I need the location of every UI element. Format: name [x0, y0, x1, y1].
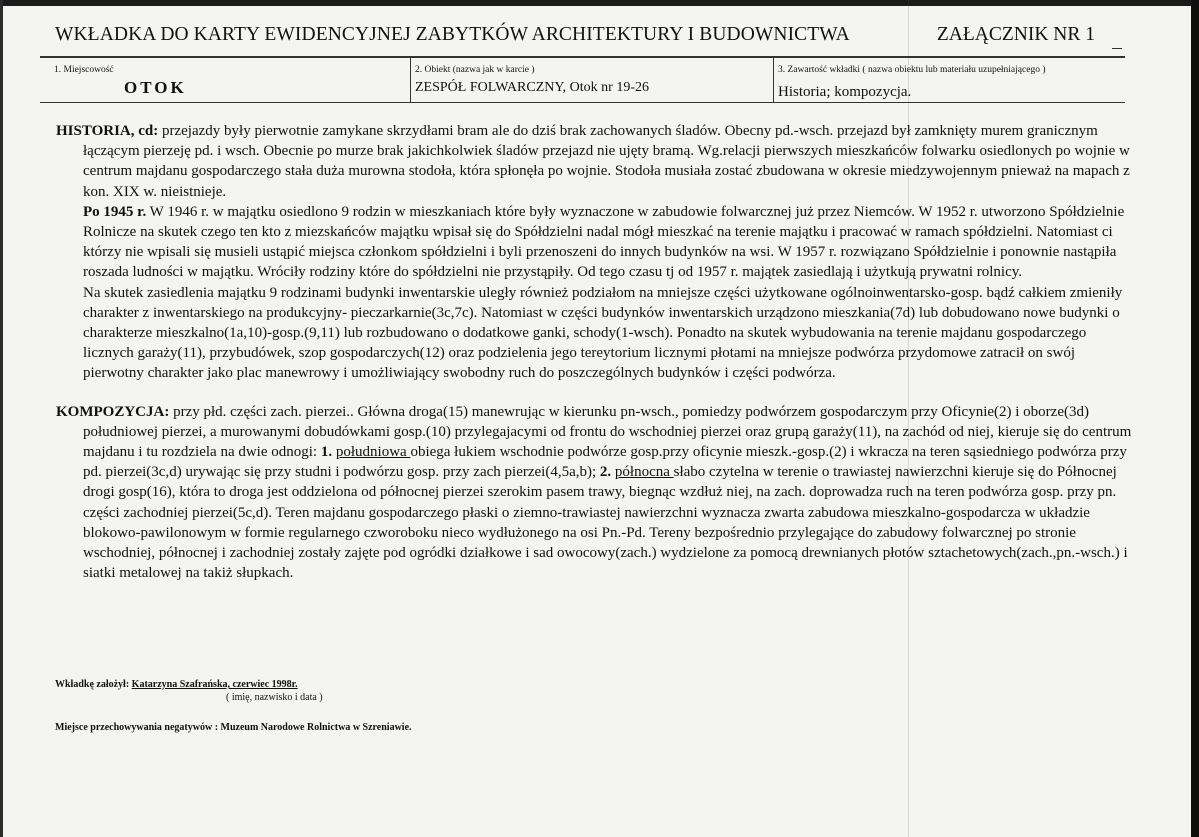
author-name: Katarzyna Szafrańska, czerwiec 1998r.: [131, 679, 298, 690]
branch-1-name: południowa: [335, 444, 411, 461]
scan-edge-right: [1191, 0, 1199, 837]
scan-edge-left: [0, 0, 3, 837]
branch-2-number: 2.: [599, 464, 612, 481]
paragraph-gap: [56, 384, 1136, 402]
contents-field: [773, 58, 1126, 102]
contents-value: Historia; kompozycja.: [778, 84, 912, 100]
postwar-heading: Po 1945 r.: [83, 203, 147, 220]
document-title: WKŁADKA DO KARTY EWIDENCYJNEJ ZABYTKÓW ARCHITEKTURY I BUDOWNICTWA: [55, 24, 850, 45]
historia-text: przejazdy były pierwotnie zamykane skrzydłami bram ale do dziś brak zachowanych śladów. Obecny pd.-wsch. przejazd był zamknięty murem granicznym łączącym pierzeję pd. i wsch. Obecnie po murze brak jakichkolwiek śladów przejazd nie ujęty bramą. Wg.relacji pierwszych mieszkańców folwarku osiedlonych po wojnie w centrum majdanu gospodarczego stała duża murowna stodoła, która spłonęła po wojnie. Stodoła musiała zostać zbudowana w okresie miedzywojennym pnieważ na mapach z kon. XIX w. nieistnieje.: [83, 123, 1130, 200]
place-value: OTOK: [124, 78, 187, 97]
branch-1-number: 1.: [320, 444, 333, 461]
historia-paragraph: [56, 121, 1136, 202]
fields-rule: [40, 102, 1125, 103]
kompozycja-heading: KOMPOZYCJA:: [56, 403, 170, 420]
object-field: [410, 58, 774, 102]
object-value: ZESPÓŁ FOLWARCZNY, Otok nr 19-26: [415, 80, 649, 95]
contents-label: 3. Zawartość wkładki ( nazwa obiektu lub materiału uzupełniającego ): [778, 65, 1046, 75]
changes-paragraph: Na skutek zasiedlenia majątku 9 rodzinami budynki inwentarskie uległy również podziałom na mniejsze części użytkowane ogólnoinwentarsko-gosp. bądź całkiem zmieniły charakter z inwentarskiego na produkcyjny- pieczarkarnie(3c,7c). Natomiast w części budynków inwentarskich urządzono mieszkania(7d) lub dobudowano nowe budynki o charakterze mieszkalno(1a,10)-gosp.(9,11) lub rozbudowano o dodatkowe ganki, schody(1-wsch). Ponadto na skutek wybudowania na terenie majdanu gospodarczego licznych garaży(11), przybudówek, szop gospodarczych(12) oraz podzielenia jego tereytorium licznymi płotami na mniejsze podwórza przydomowe zatracił on swój pierwotny charakter jako plac manewrowy i umożliwiający swobodny ruch do poszczególnych budynków i części podwórza.: [83, 284, 1123, 382]
postwar-paragraph: [56, 202, 1136, 283]
scan-edge-top: [0, 0, 1199, 6]
historia-heading: HISTORIA, cd:: [56, 123, 159, 139]
header-rule-tick: [1112, 48, 1122, 49]
object-label: 2. Obiekt (nazwa jak w karcie ): [415, 65, 535, 75]
kompozycja-paragraph: [56, 402, 1136, 584]
author-label: Wkładkę założył:: [55, 679, 132, 690]
author-line: [55, 679, 298, 690]
negatives-storage: Miejsce przechowywania negatywów : Muzeum Narodowe Rolnictwa w Szreniawie.: [55, 722, 412, 733]
postwar-text: W 1946 r. w majątku osiedlono 9 rodzin w mieszkaniach które były wyznaczone w zabudowie folwarcznej już przez Niemców. W 1952 r. utworzono Spółdzielnie Rolnicze na skutek czego ten kto z miezskańców majątku wpisał się do Spółdzielni nadal mógł mieszkać na terenie majątku i pracować w ramach spółdzielni. Natomiast ci którzy nie wpisali się musieli ustąpić miejsca członkom spółdzielni i byli przenoszeni do innych budynków na wsi. W 1957 r. rozwiązano Spółdzielnie i ponownie nastąpiła roszada ludności w majątku. Wróciły rodziny które do spółdzielni nie przystąpiły. Od tego czasu tj od 1957 r. majątek zasiedlają i użytkują prywatni rolnicy.: [83, 203, 1125, 281]
kompozycja-text-1: przy płd. części zach. pierzei.. Główna droga(15) manewrując w kierunku pn-wsch., pomiedzy podwórzem gospodarczym przy Oficynie(2) i oborze(3d) południowej pierzei, a murowanymi dobudówkami gosp.(10) przylegajacymi od frontu do wschodniej pierzei oraz grupą garaży(11), na zachód od niej, kieruje się do centrum majdanu i tu rozdziela na dwie odnogi:: [83, 403, 1132, 461]
branch-2-name: północna: [614, 464, 674, 481]
place-field: [40, 58, 410, 102]
kompozycja-text-3: słabo czytelna w terenie o trawiastej nawierzchni kieruje się do Północnej drogi gosp(16), która to droga jest oddzielona od północnej pierzei szerokim pasem trawy, biegnąc wzdłuż niej, na zach. doprowadza ruch na teren podwórza gosp. przy pn. części zachodniej pierzei(5c,d). Teren majdanu gospodarczego płaski o ziemno-trawiastej nawierzchni wyznacza zwarta zabudowa mieszkalno-gospodarcza w układzie blokowo-pawilonowym w formie regularnego czworoboku nieco wydłużonego na osi Pn.-Pd. Tereny bezpośrednio przylegające do zabudowy folwarcznej po stronie wschodniej, północnej i zachodniej zostały zajęte pod ogródki działkowe i sad owocowy(zach.) wydzielone za pomocą drewnianych płotów sztachetowych(zach.,pn.-wsch.) i siatki metalowej na takiż słupkach.: [83, 464, 1128, 582]
author-caption: ( imię, nazwisko i data ): [226, 692, 323, 703]
document-body: [56, 121, 1136, 583]
place-label: 1. Miejscowość: [54, 65, 114, 75]
kompozycja-text-2: obiega łukiem wschodnie podwórze gosp.przy oficynie mieszk.-gosp.(2) i wkracza na teren sąsiedniego podwórza przy pd. pierzei(3c,d) urywając się przy studni i podwórzu gosp. przy zach pierzei(4,5a,b);: [83, 444, 1127, 481]
document-header: [55, 24, 1115, 52]
annex-number: ZAŁĄCZNIK NR 1: [936, 24, 1095, 45]
